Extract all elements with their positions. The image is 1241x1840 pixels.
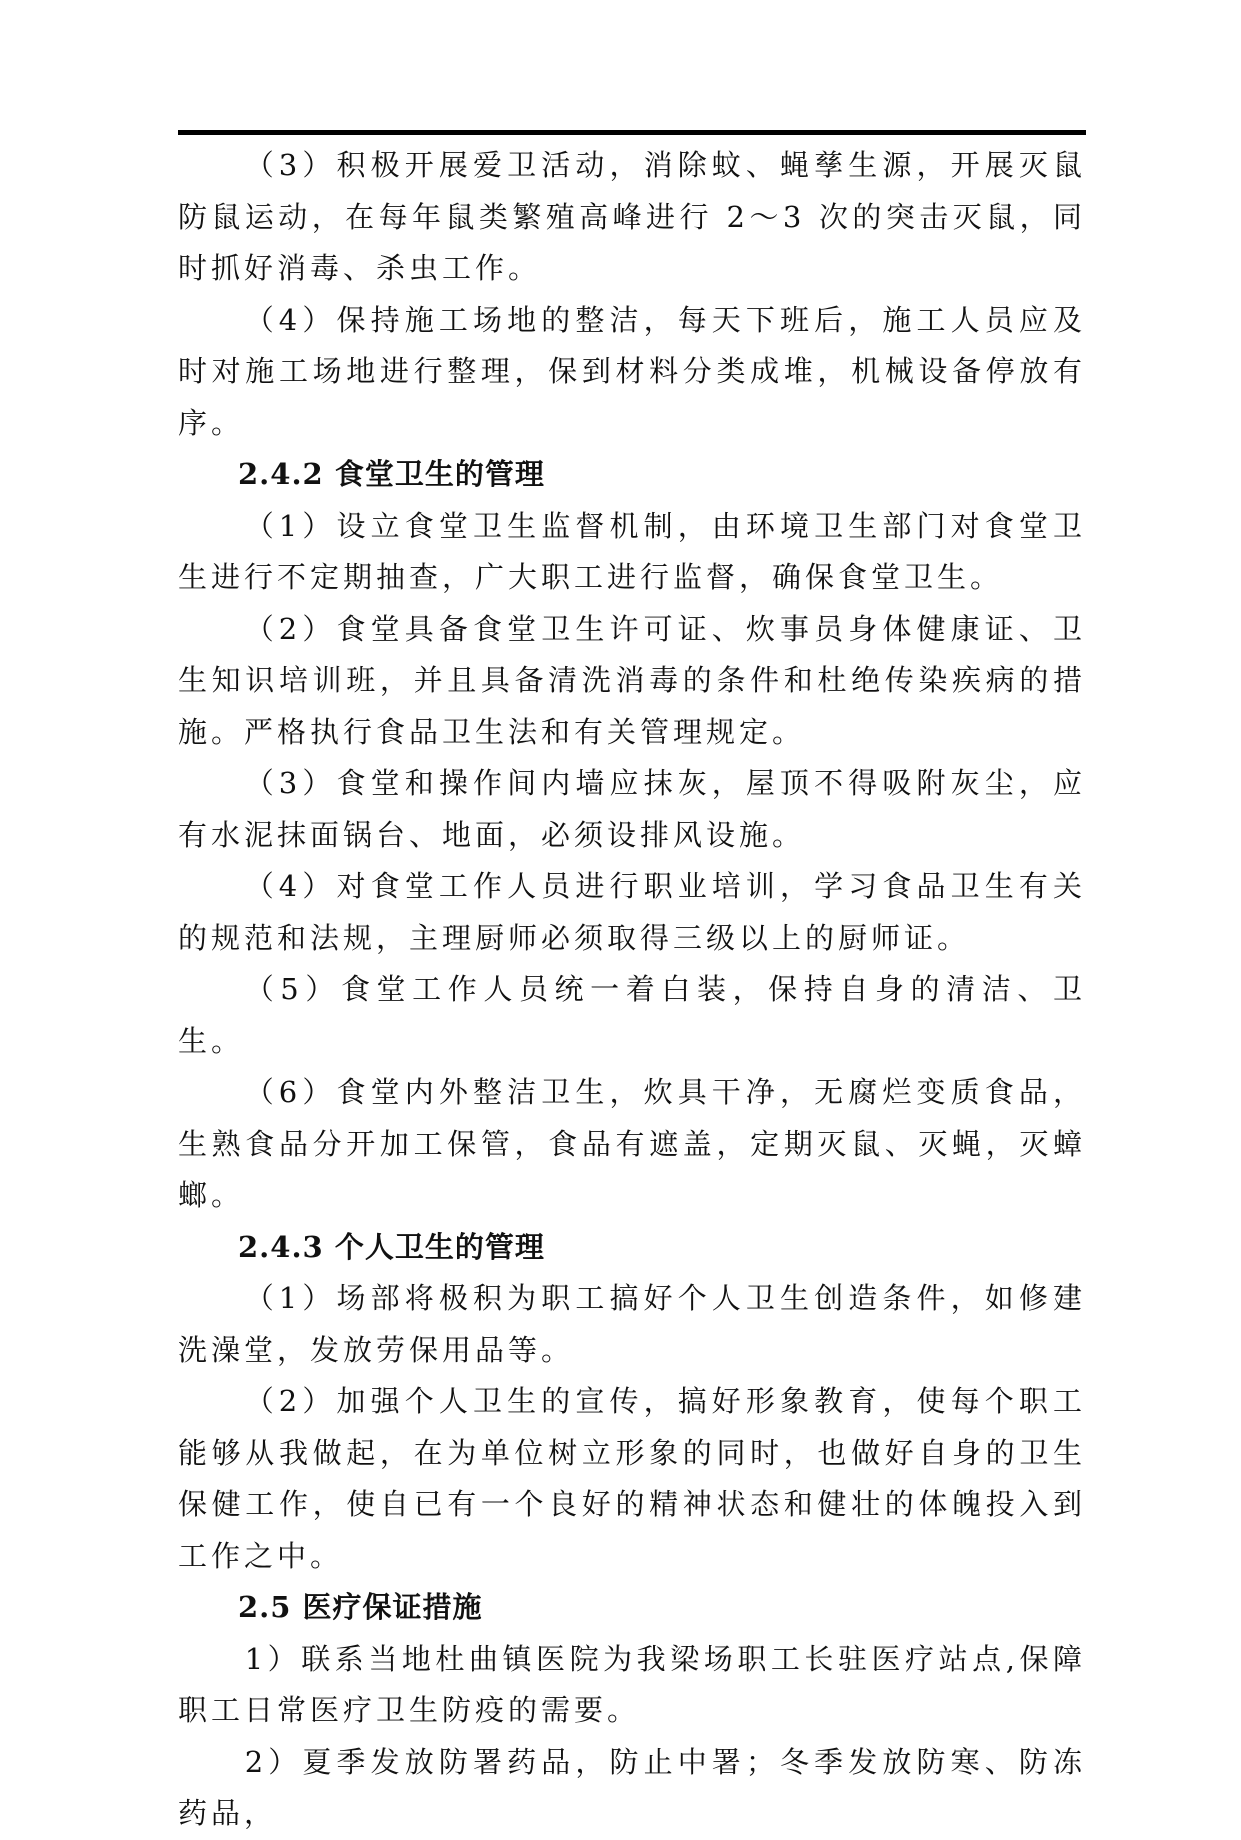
medical-paragraph-2: 2）夏季发放防署药品，防止中署；冬季发放防寒、防冻药品，: [178, 1744, 1086, 1830]
section-heading-medical: 2.5 医疗保证措施: [238, 1590, 483, 1624]
canteen-paragraph-6: （6）食堂内外整洁卫生，炊具干净，无腐烂变质食品，生熟食品分开加工保管，食品有遮盖，定期灭鼠、灭蝇，灭蟑螂。: [178, 1075, 1086, 1212]
medical-paragraph-1: 1）联系当地杜曲镇医院为我梁场职工长驻医疗站点,保障职工日常医疗卫生防疫的需要。: [178, 1641, 1086, 1727]
section-heading-personal-hygiene: 2.4.3 个人卫生的管理: [238, 1229, 545, 1264]
canteen-paragraph-2: （2）食堂具备食堂卫生许可证、炊事员身体健康证、卫生知识培训班，并且具备清洗消毒的条件和杜绝传染疾病的措施。严格执行食品卫生法和有关管理规定。: [178, 611, 1086, 749]
canteen-paragraph-3: （3）食堂和操作间内墙应抹灰，屋顶不得吸附灰尘，应有水泥抹面锅台、地面，必须设排风设施。: [178, 766, 1086, 852]
personal-hygiene-paragraph-2: （2）加强个人卫生的宣传，搞好形象教育，使每个职工能够从我做起，在为单位树立形象的同时，也做好自身的卫生保健工作，使自已有一个良好的精神状态和健壮的体魄投入到工作之中。: [178, 1384, 1086, 1573]
document-body: [178, 140, 1086, 1840]
section-heading-canteen: 2.4.2 食堂卫生的管理: [238, 457, 545, 491]
paragraph-4-site-cleanliness: （4）保持施工场地的整洁，每天下班后，施工人员应及时对施工场地进行整理，保到材料分类成堆，机械设备停放有序。: [178, 302, 1086, 440]
paragraph-3-insect-control: （3）积极开展爱卫活动，消除蚊、蝇孳生源，开展灭鼠防鼠运动，在每年鼠类繁殖高峰进行 2～3 次的突击灭鼠，同时抓好消毒、杀虫工作。: [178, 148, 1086, 285]
canteen-paragraph-4: （4）对食堂工作人员进行职业培训，学习食品卫生有关的规范和法规，主理厨师必须取得三级以上的厨师证。: [178, 869, 1086, 955]
canteen-paragraph-5: （5）食堂工作人员统一着白装，保持自身的清洁、卫生。: [178, 972, 1086, 1058]
header-rule: [178, 130, 1086, 135]
personal-hygiene-paragraph-1: （1）场部将极积为职工搞好个人卫生创造条件，如修建洗澡堂，发放劳保用品等。: [178, 1281, 1086, 1367]
canteen-paragraph-1: （1）设立食堂卫生监督机制，由环境卫生部门对食堂卫生进行不定期抽查，广大职工进行监督，确保食堂卫生。: [178, 508, 1086, 594]
